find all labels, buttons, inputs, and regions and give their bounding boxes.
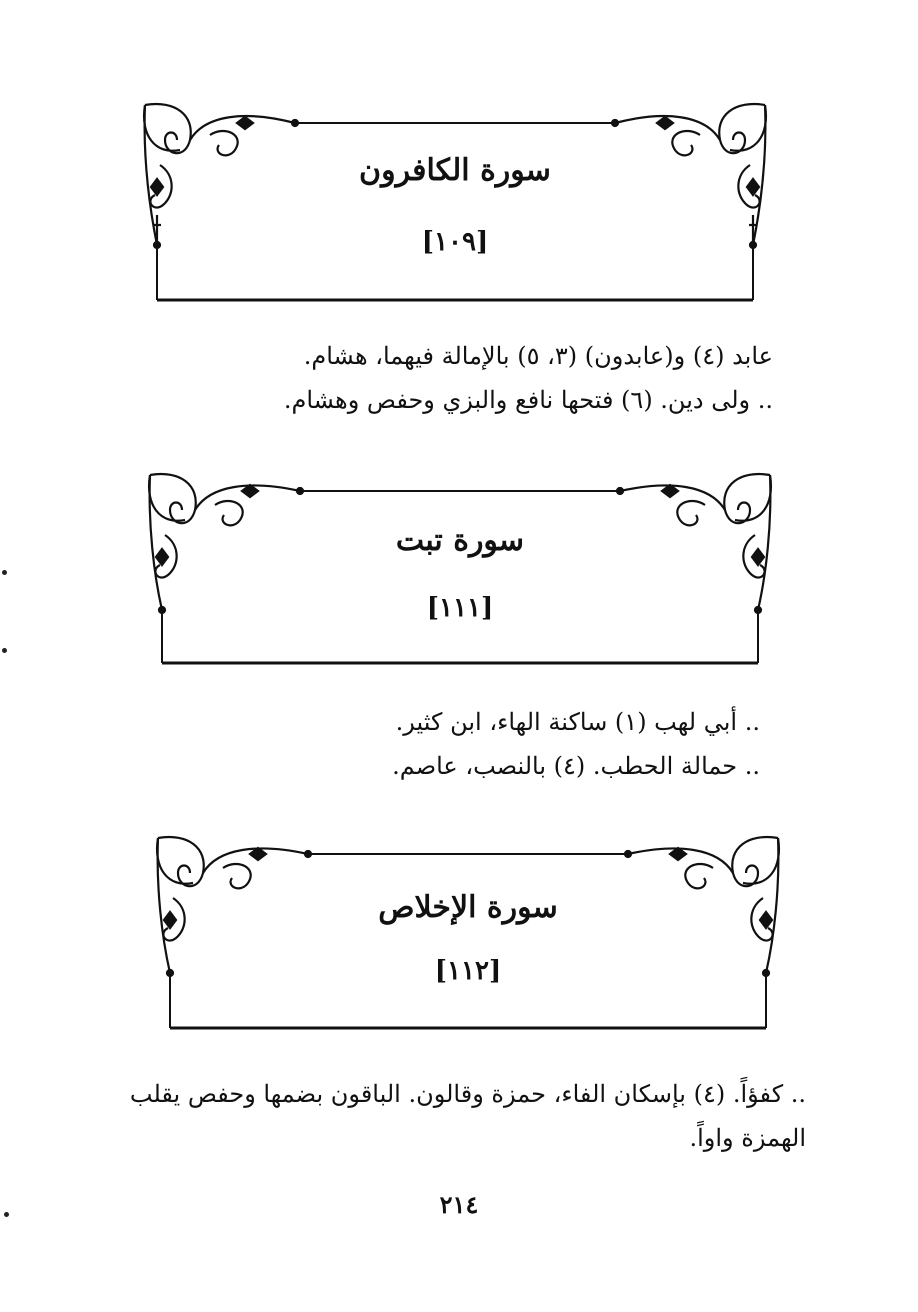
surah-number: [١١٢] [434, 956, 502, 986]
ornamental-frame-border [135, 95, 775, 305]
surah-title: سورة الإخلاص [378, 890, 558, 925]
surah-title: سورة الكافرون [359, 153, 551, 188]
surah-number: [١١١] [426, 593, 494, 623]
surah-title: سورة تبت [395, 523, 525, 558]
surah-number: [١٠٩] [421, 227, 489, 257]
note-line: عابد (٤) و(عابدون) (٣، ٥) بالإمالة فيهما، هشام. [303, 342, 773, 370]
note-line: .. ولى دين. (٦) فتحها نافع والبزي وحفص وهشام. [283, 386, 773, 414]
scan-speck [2, 570, 7, 575]
scan-speck [4, 1212, 9, 1217]
ornamental-frame-border [148, 828, 788, 1033]
surah-header-frame-ikhlas [148, 828, 788, 1033]
scan-speck [2, 648, 7, 653]
ornamental-frame-border [140, 465, 780, 670]
note-line: .. كفؤاً. (٤) بإسكان الفاء، حمزة وقالون. الباقون بضمها وحفص يقلب [129, 1080, 806, 1108]
note-line: .. أبي لهب (١) ساكنة الهاء، ابن كثير. [395, 708, 760, 736]
page-number: ٢١٤ [439, 1190, 479, 1219]
surah-header-frame-masad [140, 465, 780, 670]
note-line: .. حمالة الحطب. (٤) بالنصب، عاصم. [392, 752, 760, 780]
surah-header-frame-kafirun [135, 95, 775, 305]
note-line: الهمزة واواً. [689, 1124, 806, 1152]
